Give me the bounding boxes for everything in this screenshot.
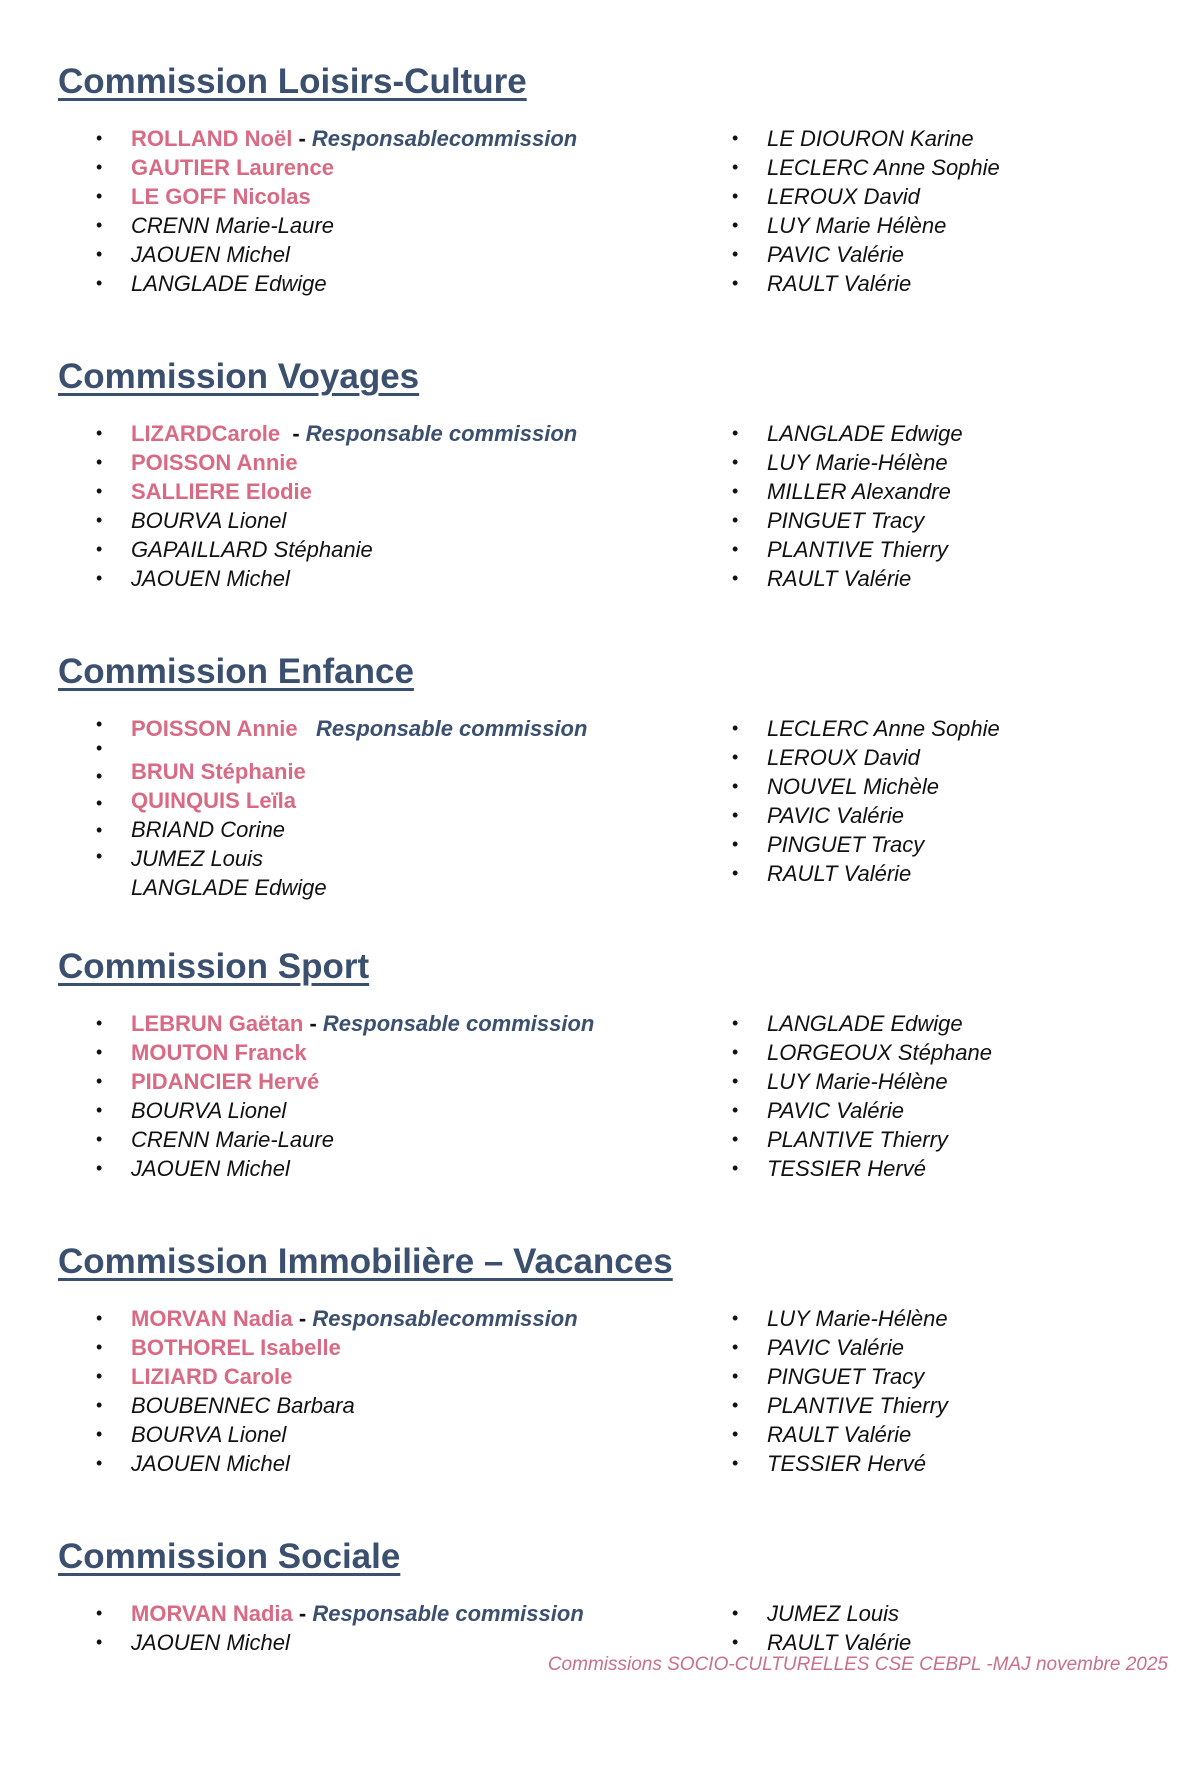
list-item xyxy=(732,182,1000,211)
list-item xyxy=(732,124,1000,153)
list-item xyxy=(96,124,577,153)
list-item xyxy=(96,1125,594,1154)
member-name: PAVIC Valérie xyxy=(767,803,904,828)
commission-section xyxy=(0,1497,1200,1787)
role-label: Responsablecommission xyxy=(311,126,578,151)
section-title: Commission Immobilière – Vacances xyxy=(58,1242,673,1281)
separator: - xyxy=(292,126,312,151)
bullet: • xyxy=(96,1424,103,1444)
list-item xyxy=(732,240,1000,269)
list-item xyxy=(732,772,1000,801)
member-name: PAVIC Valérie xyxy=(767,1098,904,1123)
bullet: • xyxy=(96,568,103,588)
member-name: LUY Marie-Hélène xyxy=(767,1069,948,1094)
list-item xyxy=(732,564,963,593)
list-item xyxy=(732,1154,992,1183)
list-item xyxy=(732,1333,948,1362)
bullet: • xyxy=(96,1071,103,1091)
member-name: BOURVA Lionel xyxy=(131,1422,287,1447)
bullet: • xyxy=(732,834,739,854)
bullet: • xyxy=(732,539,739,559)
list-item xyxy=(96,1304,578,1333)
member-name: SALLIERE Elodie xyxy=(131,479,312,504)
list-item xyxy=(732,269,1000,298)
member-name: PINGUET Tracy xyxy=(767,1364,925,1389)
member-name: GAPAILLARD Stéphanie xyxy=(131,537,373,562)
member-name: LIZIARD Carole xyxy=(131,1364,293,1389)
member-name: LUY Marie Hélène xyxy=(767,213,947,238)
list-item xyxy=(732,1038,992,1067)
list-item xyxy=(732,1599,911,1628)
member-list-right xyxy=(732,1304,948,1478)
section-title: Commission Sport xyxy=(58,947,370,986)
bullet: • xyxy=(96,1337,103,1357)
list-item xyxy=(96,786,587,815)
bullet: • xyxy=(732,776,739,796)
separator: - xyxy=(303,1011,323,1036)
bullet: • xyxy=(732,273,739,293)
member-name: LIZARDCarole xyxy=(131,421,281,446)
member-name: BRUN Stéphanie xyxy=(131,759,306,784)
bullet: • xyxy=(732,1308,739,1328)
member-list-left xyxy=(96,419,577,593)
member-name: PLANTIVE Thierry xyxy=(767,1127,948,1152)
bullet: • xyxy=(96,1453,103,1473)
member-name: RAULT Valérie xyxy=(767,271,912,296)
list-item xyxy=(732,419,963,448)
list-item xyxy=(96,477,577,506)
list-item xyxy=(732,448,963,477)
list-item xyxy=(732,859,1000,888)
list-item xyxy=(732,535,963,564)
bullet: • xyxy=(732,718,739,738)
member-list-right xyxy=(732,714,1000,888)
member-name: LANGLADE Edwige xyxy=(767,1011,963,1036)
member-name: MORVAN Nadia xyxy=(131,1601,293,1626)
member-name: JAOUEN Michel xyxy=(131,1451,290,1476)
bullet: • xyxy=(732,568,739,588)
list-item xyxy=(732,211,1000,240)
bullet: • xyxy=(732,1100,739,1120)
bullet: • xyxy=(732,423,739,443)
bullet: • xyxy=(732,1071,739,1091)
separator: - xyxy=(292,1601,313,1626)
list-item xyxy=(96,1420,578,1449)
bullet: • xyxy=(732,1603,739,1623)
member-name: CRENN Marie-Laure xyxy=(131,1127,334,1152)
bullet: • xyxy=(96,1158,103,1178)
list-item xyxy=(732,714,1000,743)
list-item xyxy=(96,1628,584,1657)
member-name: LORGEOUX Stéphane xyxy=(767,1040,993,1065)
member-name: QUINQUIS Leïla xyxy=(131,788,297,813)
list-item xyxy=(732,1125,992,1154)
bullet: • xyxy=(96,1042,103,1062)
list-item xyxy=(732,153,1000,182)
list-item xyxy=(96,182,577,211)
list-item xyxy=(96,1096,594,1125)
commission-section xyxy=(0,22,1200,312)
bullet: • xyxy=(732,1013,739,1033)
member-name: LUY Marie-Hélène xyxy=(767,1306,948,1331)
member-name: ROLLAND Noël xyxy=(131,126,293,151)
member-name: CRENN Marie-Laure xyxy=(131,213,334,238)
member-name: LANGLADE Edwige xyxy=(131,271,327,296)
list-item xyxy=(96,1009,594,1038)
list-item xyxy=(96,448,577,477)
member-name: LECLERC Anne Sophie xyxy=(767,716,1000,741)
member-name: LEROUX David xyxy=(767,745,920,770)
member-name: RAULT Valérie xyxy=(767,1422,912,1447)
list-item xyxy=(96,815,587,844)
bullet: • xyxy=(96,157,103,177)
bullet: • xyxy=(96,1129,103,1149)
member-name: JAOUEN Michel xyxy=(131,1630,290,1655)
separator: - xyxy=(292,1306,313,1331)
member-name: MOUTON Franck xyxy=(131,1040,307,1065)
list-item xyxy=(96,757,587,786)
bullet: • xyxy=(732,244,739,264)
member-name: LE GOFF Nicolas xyxy=(131,184,311,209)
bullet: • xyxy=(732,510,739,530)
member-name: BOURVA Lionel xyxy=(131,508,287,533)
bullet: • xyxy=(96,1366,103,1386)
list-item xyxy=(96,211,577,240)
commission-section xyxy=(0,612,1200,902)
list-item xyxy=(96,714,587,743)
list-item xyxy=(96,506,577,535)
member-name: MORVAN Nadia xyxy=(131,1306,293,1331)
bullet: • xyxy=(732,1042,739,1062)
member-name: PIDANCIER Hervé xyxy=(131,1069,320,1094)
list-item xyxy=(732,1009,992,1038)
list-item xyxy=(732,1304,948,1333)
member-name: POISSON Annie xyxy=(131,716,298,741)
member-list-left xyxy=(96,1009,594,1183)
role-label: Responsable commission xyxy=(316,716,588,741)
bullet: • xyxy=(96,738,103,758)
commission-section xyxy=(0,317,1200,607)
bullet: • xyxy=(732,157,739,177)
section-title: Commission Loisirs-Culture xyxy=(58,62,527,101)
member-name: LANGLADE Edwige xyxy=(131,875,327,900)
member-name: GAUTIER Laurence xyxy=(131,155,334,180)
bullet: • xyxy=(96,244,103,264)
list-item xyxy=(732,1096,992,1125)
bullet: • xyxy=(96,1013,103,1033)
member-name: RAULT Valérie xyxy=(767,566,912,591)
member-name: PAVIC Valérie xyxy=(767,1335,904,1360)
bullet: • xyxy=(96,1603,103,1623)
member-name: JUMEZ Louis xyxy=(131,846,264,871)
list-item xyxy=(96,153,577,182)
list-item xyxy=(96,1391,578,1420)
bullet: • xyxy=(96,820,103,840)
role-label: Responsable commission xyxy=(305,421,578,446)
separator: - xyxy=(280,421,306,446)
bullet: • xyxy=(96,766,103,786)
bullet: • xyxy=(96,1632,103,1652)
member-name: JAOUEN Michel xyxy=(131,1156,290,1181)
bullet: • xyxy=(96,1100,103,1120)
section-title: Commission Enfance xyxy=(58,652,414,691)
member-list-left xyxy=(96,124,577,298)
role-label: Responsablecommission xyxy=(312,1306,578,1331)
list-item xyxy=(732,743,1000,772)
list-item xyxy=(732,1362,948,1391)
member-name: PAVIC Valérie xyxy=(767,242,904,267)
bullet: • xyxy=(96,423,103,443)
bullet: • xyxy=(732,1129,739,1149)
bullet: • xyxy=(732,1395,739,1415)
section-title: Commission Sociale xyxy=(58,1537,401,1576)
list-item xyxy=(732,477,963,506)
member-name: BOURVA Lionel xyxy=(131,1098,287,1123)
member-name: LANGLADE Edwige xyxy=(767,421,963,446)
member-name: NOUVEL Michèle xyxy=(767,774,939,799)
member-name: LEROUX David xyxy=(767,184,920,209)
bullet: • xyxy=(732,805,739,825)
member-list-right xyxy=(732,1599,911,1657)
bullet: • xyxy=(732,1158,739,1178)
bullet: • xyxy=(96,215,103,235)
bullet: • xyxy=(96,452,103,472)
list-item xyxy=(96,1038,594,1067)
bullet: • xyxy=(732,215,739,235)
member-list-right xyxy=(732,1009,992,1183)
footer-note: Commissions SOCIO-CULTURELLES CSE CEBPL -MAJ novembre 2025 xyxy=(547,1654,1168,1675)
list-item xyxy=(732,1067,992,1096)
commission-section xyxy=(0,1202,1200,1492)
member-name: LEBRUN Gaëtan xyxy=(131,1011,304,1036)
list-item xyxy=(732,1391,948,1420)
list-item xyxy=(732,801,1000,830)
list-item xyxy=(732,506,963,535)
member-name: PINGUET Tracy xyxy=(767,832,925,857)
bullet: • xyxy=(96,128,103,148)
bullet: • xyxy=(732,1337,739,1357)
member-list-right xyxy=(732,419,963,593)
bullet: • xyxy=(732,1632,739,1652)
list-item xyxy=(96,1449,578,1478)
bullet: • xyxy=(96,510,103,530)
list-item xyxy=(732,830,1000,859)
role-label: Responsable commission xyxy=(312,1601,584,1626)
member-list-right xyxy=(732,124,1000,298)
commission-section xyxy=(0,907,1200,1197)
member-name: JAOUEN Michel xyxy=(131,242,290,267)
bullet: • xyxy=(96,481,103,501)
member-name: TESSIER Hervé xyxy=(767,1451,926,1476)
list-item xyxy=(96,564,577,593)
bullet: • xyxy=(96,539,103,559)
member-name: JUMEZ Louis xyxy=(767,1601,900,1626)
list-item xyxy=(96,873,587,902)
member-name: RAULT Valérie xyxy=(767,861,912,886)
list-item xyxy=(96,269,577,298)
bullet: • xyxy=(732,747,739,767)
bullet: • xyxy=(96,186,103,206)
bullet: • xyxy=(732,128,739,148)
member-name: BOUBENNEC Barbara xyxy=(131,1393,355,1418)
bullet: • xyxy=(732,186,739,206)
member-name: JAOUEN Michel xyxy=(131,566,290,591)
member-name: PLANTIVE Thierry xyxy=(767,537,948,562)
member-name: POISSON Annie xyxy=(131,450,298,475)
member-name: LE DIOURON Karine xyxy=(767,126,974,151)
member-list-left xyxy=(96,1304,578,1478)
bullet: • xyxy=(732,1366,739,1386)
separator xyxy=(298,716,316,741)
list-item xyxy=(732,1420,948,1449)
list-item xyxy=(732,1628,911,1657)
list-item xyxy=(96,1333,578,1362)
list-item xyxy=(96,1154,594,1183)
bullet: • xyxy=(732,452,739,472)
member-name: TESSIER Hervé xyxy=(767,1156,926,1181)
list-item xyxy=(732,1449,948,1478)
member-list-left xyxy=(96,714,588,900)
list-item xyxy=(96,535,577,564)
member-name: PLANTIVE Thierry xyxy=(767,1393,948,1418)
bullet: • xyxy=(96,714,103,734)
bullet: • xyxy=(732,1424,739,1444)
member-name: BRIAND Corine xyxy=(131,817,286,842)
role-label: Responsable commission xyxy=(322,1011,595,1036)
list-item xyxy=(96,240,577,269)
list-item xyxy=(96,844,587,873)
list-item xyxy=(96,1067,594,1096)
member-name: PINGUET Tracy xyxy=(767,508,925,533)
bullet: • xyxy=(96,793,103,813)
member-name: MILLER Alexandre xyxy=(767,479,951,504)
bullet: • xyxy=(96,1308,103,1328)
list-item xyxy=(96,1599,584,1628)
member-name: BOTHOREL Isabelle xyxy=(131,1335,341,1360)
bullet: • xyxy=(96,273,103,293)
list-item xyxy=(96,1362,578,1391)
list-item xyxy=(96,419,577,448)
member-name: RAULT Valérie xyxy=(767,1630,912,1655)
bullet: • xyxy=(96,846,103,866)
bullet: • xyxy=(96,1395,103,1415)
bullet: • xyxy=(732,481,739,501)
member-name: LUY Marie-Hélène xyxy=(767,450,948,475)
member-list-left xyxy=(96,1599,584,1657)
bullet: • xyxy=(732,1453,739,1473)
bullet: • xyxy=(732,863,739,883)
section-title: Commission Voyages xyxy=(58,357,420,396)
member-name: LECLERC Anne Sophie xyxy=(767,155,1000,180)
